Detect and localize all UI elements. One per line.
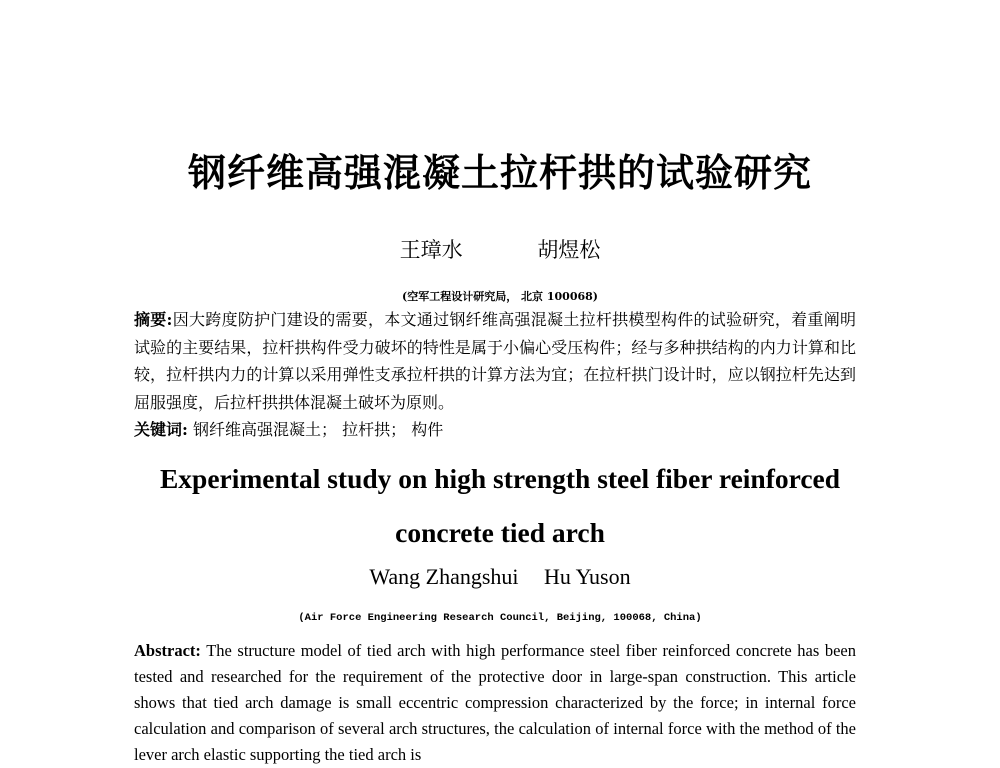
affiliation-chinese: (空军工程设计研究局， 北京 100068): [402, 290, 598, 303]
abstract-en-text: The structure model of tied arch with high performance steel fiber reinforced concrete has been tested and researched for the requirement of the protective door in large-span construction. This article shows that tied arch damage is small eccentric compression characterized by the force; in internal force calculation and comparison of several arch structures, the calculation of internal force with the method of the lever arch elastic supporting the tied arch is: [134, 641, 856, 764]
author-en-1: Wang Zhangshui: [369, 564, 519, 589]
abstract-en-label: Abstract:: [134, 641, 201, 660]
keywords-cn-text: 钢纤维高强混凝土； 拉杆拱； 构件: [193, 420, 444, 439]
affiliation-english: (Air Force Engineering Research Council, Beijing, 100068, China): [298, 612, 702, 624]
title-chinese: 钢纤维高强混凝土拉杆拱的试验研究: [187, 151, 812, 195]
authors-english: [0, 564, 1000, 590]
title-en-line-1: Experimental study on high strength steel fiber reinforced: [159, 463, 841, 494]
author-cn-2: 胡煜松: [537, 238, 601, 262]
abstract-cn-text: 因大跨度防护门建设的需要，本文通过钢纤维高强混凝土拉杆拱模型构件的试验研究，着重阐明试验的主要结果，拉杆拱构件受力破坏的特性是属于小偏心受压构件；经与多种拱结构的内力计算和比较，拉杆拱内力的计算以采用弹性支承拉杆拱的计算方法为宜；在拉杆拱门设计时，应以钢拉杆先达到屈服强度，后拉杆拱拱体混凝土破坏为原则。: [134, 310, 856, 412]
authors-chinese: [0, 234, 1000, 264]
author-cn-1: 王璋水: [399, 238, 463, 262]
title-english: [0, 452, 1000, 560]
abstract-english: [134, 638, 856, 768]
abstract-cn-label: 摘要:: [134, 310, 173, 329]
title-en-line-2: concrete tied arch: [395, 517, 605, 548]
keywords-cn-label: 关键词:: [134, 420, 188, 439]
abstract-chinese: [134, 306, 856, 416]
keywords-chinese: [134, 416, 856, 443]
author-en-2: Hu Yuson: [544, 564, 631, 589]
